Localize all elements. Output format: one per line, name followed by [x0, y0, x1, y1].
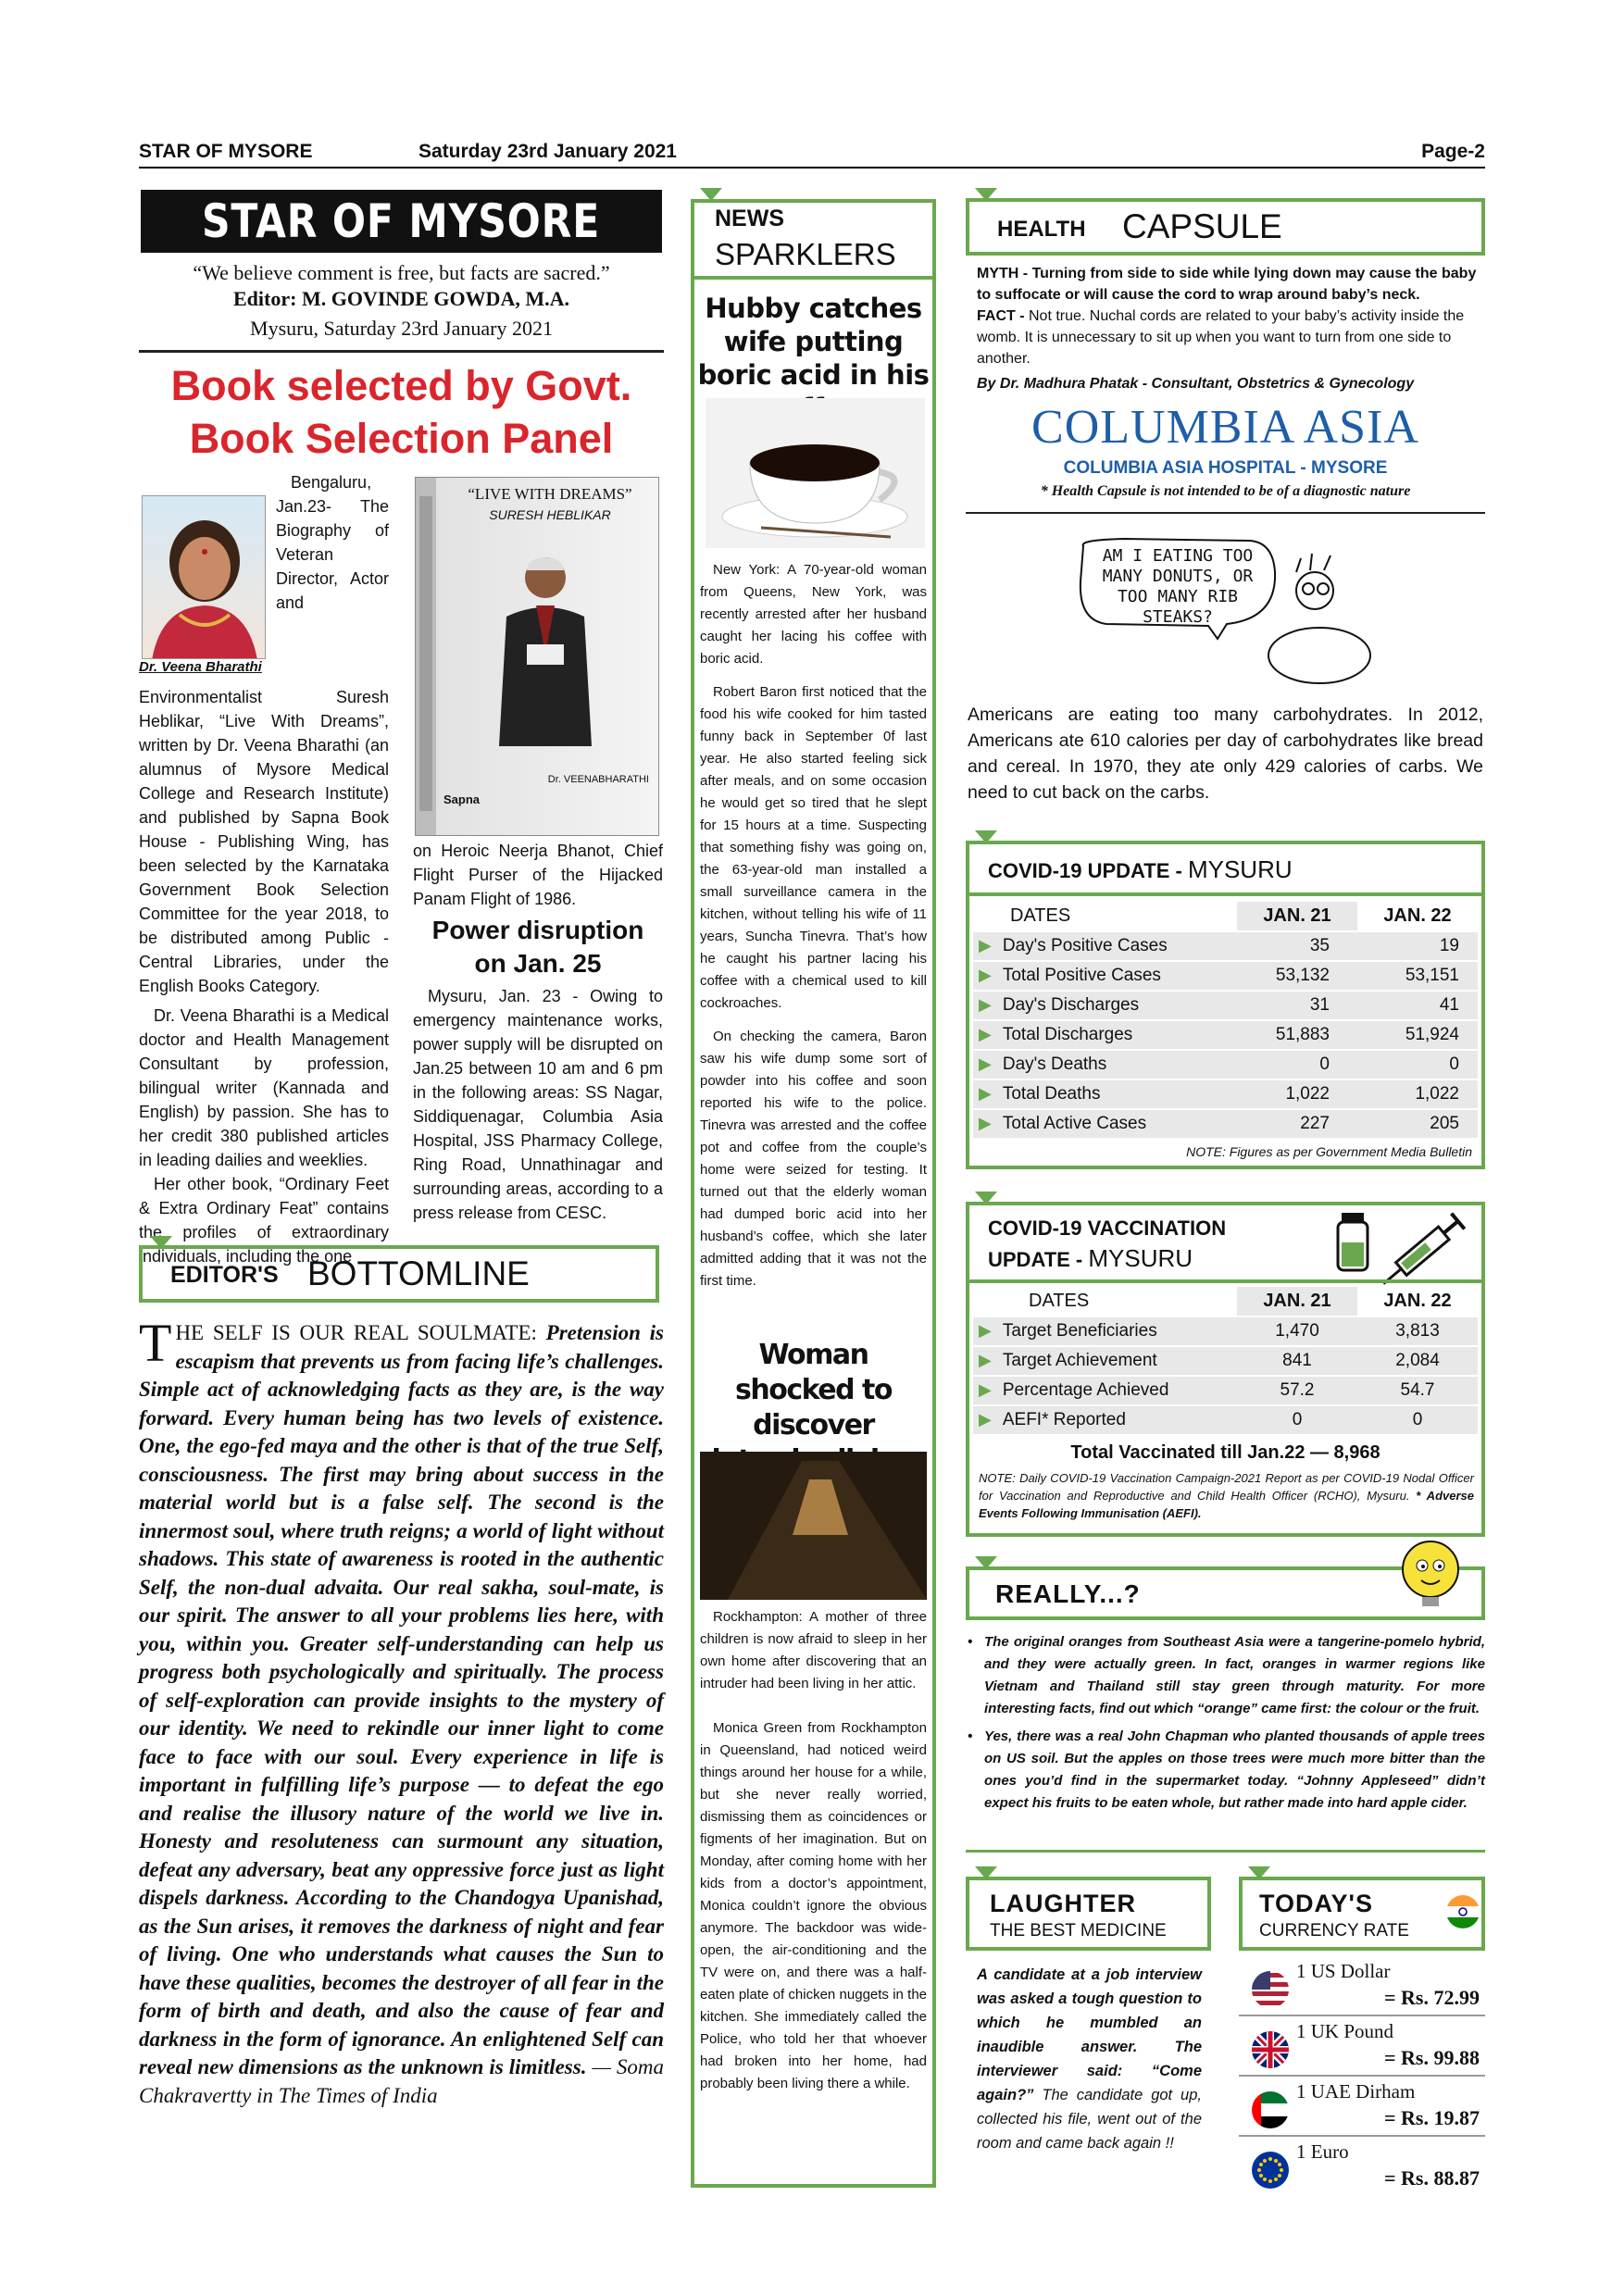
covid-row-a: 227 — [1237, 1109, 1357, 1139]
covid-row-label-text: Total Deaths — [1002, 1084, 1101, 1104]
covid-update-box — [966, 841, 1485, 1169]
currency-label-box — [1239, 1877, 1485, 1951]
story2-body — [700, 1606, 927, 2101]
story2-p2: Monica Green from Rockhampton in Queensland, had noticed weird things around her house for a while, but she never really worried, dismissing them as coincidences or figments of her imagination. But on Monday, after coming home with her kids from a doctor’s appointment, Monica couldn’t ignore the obvious anymore. The backdoor was wide-open, the air-conditioning and the TV were on, and there was a half-eaten plate of chicken nuggets in the kitchen. She immediately called the Police, who told her that whoever had broken into her home, had probably been living there a while. — [700, 1720, 927, 2091]
really-item-2 — [966, 1726, 1485, 1815]
covid-row-b: 1,022 — [1357, 1079, 1478, 1109]
vacc-row-a: 57.2 — [1237, 1376, 1357, 1405]
story2-headline: Woman shocked to discover — [735, 1339, 892, 1441]
currency-name: 1 UAE Dirham — [1296, 2080, 1416, 2103]
vacc-tab-marker — [975, 1192, 997, 1204]
book-col1-p1: Bengaluru, Jan.23- The Biography of Veteran Director, Actor and Environmentalist Suresh Heblikar, “Live With Dreams”, written by Dr. Veena Bharathi (an alumnus of Mysore Medical College and Research Institute) and published by Sapna Book House - Publishing Wing, has been selected by the Karnataka Government Book Selection Committee for the year 2018, to be distributed among Public - Central Libraries, under the English Books Category. — [139, 473, 389, 995]
masthead-rule — [139, 350, 664, 353]
covid-row — [973, 961, 1478, 991]
vacc-row-b: 54.7 — [1357, 1376, 1478, 1405]
vacc-row-label — [973, 1376, 1237, 1405]
myth-text: Turning from side to side while lying down may cause the baby to suffocate or will cause the cord to wrap around baby’s neck. — [977, 266, 1477, 303]
story1-body — [700, 559, 927, 1298]
covid-row-b: 53,151 — [1357, 961, 1478, 991]
coffee-cup-graphic — [706, 398, 925, 548]
masthead-editor: Editor: M. GOVINDE GOWDA, M.A. — [233, 287, 569, 310]
triangle-right-icon: ▶ — [979, 1025, 992, 1043]
vacc-row-b: 2,084 — [1357, 1346, 1478, 1376]
vacc-row-label — [973, 1346, 1237, 1376]
vacc-row-label-text: Percentage Achieved — [1002, 1380, 1169, 1400]
power-headline: Power disruption on Jan. 25 — [431, 916, 644, 978]
bottomline-tab-marker — [150, 1236, 172, 1249]
vacc-table — [973, 1287, 1478, 1436]
vacc-row — [973, 1376, 1478, 1405]
covid-col-dates: DATES — [973, 902, 1237, 931]
book-col2-p1: on Heroic Neerja Bhanot, Chief Flight Purser of the Hijacked Panam Flight of 1986. — [413, 842, 663, 908]
vacc-title-line1: COVID-19 VACCINATION — [988, 1217, 1227, 1240]
vacc-total: Total Vaccinated till Jan.22 — 8,968 — [1070, 1442, 1380, 1463]
eu-flag-icon — [1250, 2150, 1291, 2190]
vacc-row-a: 841 — [1237, 1346, 1357, 1376]
health-label-box — [966, 198, 1485, 256]
cover-spine-text — [419, 496, 432, 811]
covid-title-rule — [969, 892, 1481, 896]
vaccination-box — [966, 1202, 1485, 1537]
vacc-row-a: 1,470 — [1237, 1316, 1357, 1346]
covid-row-b: 51,924 — [1357, 1020, 1478, 1050]
laughter-subtitle: THE BEST MEDICINE — [990, 1921, 1167, 1940]
story1-headline: Hubby catches wife putting boric acid in his — [697, 293, 930, 391]
covid-row-b: 205 — [1357, 1109, 1478, 1139]
triangle-right-icon: ▶ — [979, 1410, 992, 1429]
currency-row — [1239, 2078, 1485, 2137]
vacc-table-body — [973, 1316, 1478, 1435]
really-title: REALLY...? — [995, 1579, 1141, 1608]
story2-p1: Rockhampton: A mother of three children is now afraid to sleep in her own home after discovering that an intruder had been living in her attic. — [700, 1609, 927, 1691]
currency-rate: = Rs. 72.99 — [1384, 1986, 1480, 2009]
vacc-note — [979, 1469, 1474, 1522]
bottomline-credit: — Soma Chakravertty in The Times of India — [139, 2055, 665, 2107]
covid-row-b: 19 — [1357, 931, 1478, 961]
cover-subtitle: SURESH HEBLIKAR — [489, 507, 611, 522]
uk-flag-icon — [1250, 2029, 1291, 2070]
uae-flag-icon — [1250, 2090, 1291, 2130]
book-col1-p2: Dr. Veena Bharathi is a Medical doctor and Health Management Consultant by profession, bilingual writer (Kannada and English) by passion. She has to her credit 380 published articles in leading dailies and weeklies. — [139, 1006, 389, 1169]
bottomline-drop-cap: T — [139, 1313, 172, 1373]
vacc-row — [973, 1316, 1478, 1346]
really-item-2-text: Yes, there was a real John Chapman who planted thousands of apple trees on US soil. But the apples on those trees were much more bitter than the ones you’d find in the supermarket today. “Johnny Appleseed” didn’t expect his fruits to be eaten whole, but rather made into hard apple cider. — [984, 1728, 1485, 1811]
vacc-table-header — [973, 1287, 1478, 1316]
currency-rate: = Rs. 88.87 — [1384, 2166, 1480, 2190]
bottomline-label-bold: EDITOR'S — [170, 1262, 279, 1288]
story1-p3: On checking the camera, Baron saw his wife dump some sort of powder into his coffee and soon reported his wife to the police. Tinevra was arrested and the coffee pot and coffee from the couple’s home were seized for testing. It turned out that the elderly woman had dumped boric acid into her husband’s coffee, which she later admitted adding that it was not the first time. — [700, 1029, 927, 1289]
covid-row-label-text: Total Positive Cases — [1002, 966, 1161, 985]
vacc-row-label — [973, 1316, 1237, 1346]
triangle-right-icon: ▶ — [979, 1351, 992, 1369]
laughter-tab-marker — [975, 1866, 997, 1879]
health-label-light: CAPSULE — [1122, 207, 1282, 245]
currency-rate: = Rs. 99.88 — [1384, 2046, 1480, 2069]
attic-photo — [700, 1452, 927, 1600]
vacc-row-b: 3,813 — [1357, 1316, 1478, 1346]
cover-author: Dr. VEENABHARATHI — [547, 774, 649, 785]
covid-row-label-text: Day's Positive Cases — [1002, 936, 1168, 955]
book-headline: Book selected by Govt. Book Selection Panel — [170, 362, 632, 462]
masthead-banner — [141, 190, 662, 253]
cartoon-bubble-text: AM I EATING TOO MANY DONUTS, OR TOO MANY RIB STEAKS? — [1102, 546, 1254, 627]
sparklers-label-bold: NEWS — [715, 206, 784, 231]
covid-row-a: 1,022 — [1237, 1079, 1357, 1109]
really-bottom-rule — [966, 1850, 1485, 1853]
vacc-col-dates: DATES — [973, 1287, 1237, 1316]
coffee-photo — [706, 398, 925, 548]
vacc-row — [973, 1346, 1478, 1376]
masthead-title: STAR OF MYSORE — [202, 194, 601, 248]
cover-publisher: Sapna — [443, 792, 481, 806]
bottomline-label-light: BOTTOMLINE — [307, 1254, 530, 1292]
vacc-row-b: 0 — [1357, 1405, 1478, 1435]
covid-row — [973, 991, 1478, 1020]
covid-col-b: JAN. 22 — [1357, 902, 1478, 931]
header-paper-name: STAR OF MYSORE — [139, 141, 313, 162]
currency-subtitle: CURRENCY RATE — [1259, 1921, 1409, 1940]
triangle-right-icon: ▶ — [979, 1084, 992, 1103]
currency-name: 1 US Dollar — [1296, 1960, 1391, 1982]
really-tab-marker — [975, 1556, 997, 1569]
currency-row — [1239, 1958, 1485, 2016]
vacc-title-line2 — [988, 1244, 1193, 1273]
currency-tab-marker — [1248, 1866, 1270, 1879]
covid-row-label — [973, 961, 1237, 991]
covid-row-label-text: Day's Deaths — [1002, 1054, 1107, 1074]
covid-row-label-text: Day's Discharges — [1002, 995, 1140, 1015]
bottomline-body — [139, 1313, 665, 2110]
columbia-hospital: COLUMBIA ASIA HOSPITAL - MYSORE — [1063, 458, 1388, 478]
vacc-row-label-text: Target Beneficiaries — [1002, 1321, 1157, 1341]
cartoon — [1069, 535, 1375, 693]
covid-title-bold: COVID-19 UPDATE - — [988, 859, 1182, 882]
vacc-col-a: JAN. 21 — [1237, 1287, 1357, 1316]
covid-row — [973, 1020, 1478, 1050]
covid-row-label — [973, 1079, 1237, 1109]
masthead-dateline: Mysuru, Saturday 23rd January 2021 — [250, 317, 553, 340]
bullet-icon: • — [968, 1634, 973, 1650]
triangle-right-icon: ▶ — [979, 966, 992, 984]
covid-row-a: 53,132 — [1237, 961, 1357, 991]
triangle-right-icon: ▶ — [979, 1321, 992, 1340]
cover-portrait — [490, 543, 601, 746]
vacc-row — [973, 1405, 1478, 1435]
bottomline-text: Pretension is escapism that prevents us from facing life’s challenges. Simple act of acknowledging facts as they are, is the way forward. Every human being has two levels of existence. One, the ego-fed maya and the other is that of the true Self, consciousness. The first may bring about success in the material world but is a false self. The second is the innermost soul, where truth reigns; a world of light without shadows. This state of awareness is rooted in the authentic Self, the non-dual advaita. Our real sakha, soul-mate, is our spirit. The answer to all your problems lies here, with you, within you. Greater self-understanding can help us progress both psychologically and spiritually. The process of self-exploration can provide insights to the mystery of our identity. We need to rekindle our inner light to come face to face with our soul. Every experience in life is important in fulfilling life’s purpose — to defeat the ego and realise the illusory nature of the world we live in. Honesty and resoluteness can surmount any situation, defeat any adversary, beat any oppressive force just as light dispels darkness. According to the Chandogya Upanishad, as the Sun arises, it removes the darkness of night and fear of living. One who understands what causes the Sun to have these qualities, becomes the destroyer of all fear in the form of birth and death, and also the cause of fear and darkness in the form of ignorance. An enlightened Self can reveal new dimensions as the unknown is limitless. — [139, 1321, 664, 2078]
book-cover — [415, 477, 659, 836]
covid-row-label — [973, 991, 1237, 1020]
laughter-title: LAUGHTER — [990, 1890, 1136, 1917]
covid-row-a: 51,883 — [1237, 1020, 1357, 1050]
really-item-1-text: The original oranges from Southeast Asia were a tangerine-pomelo hybrid, and they were actually green. In fact, oranges in warmer regions like Vietnam and Thailand still stay green through maturity. For more interesting facts, find out which “orange” came first: the colour or the fruit. — [984, 1634, 1485, 1716]
health-label-bold: HEALTH — [997, 217, 1086, 242]
header-page-number: Page-2 — [1421, 141, 1485, 162]
vacc-note-text: NOTE: Daily COVID-19 Vaccination Campaign-2021 Report as per COVID-19 Nodal Officer for Vaccination and Reproductive and Child Health Officer (RCHO), Mysuru. — [979, 1471, 1474, 1503]
laughter-joke — [977, 1963, 1202, 2155]
health-myth — [977, 263, 1481, 306]
attic-graphic — [700, 1452, 927, 1600]
covid-row-label-text: Total Discharges — [1002, 1025, 1133, 1044]
covid-title-light: MYSURU — [1187, 855, 1293, 883]
covid-table-header — [973, 902, 1478, 931]
photo-float-spacer — [139, 470, 269, 685]
covid-row-label — [973, 931, 1237, 961]
covid-note: NOTE: Figures as per Government Media Bulletin — [1186, 1144, 1472, 1159]
header-date: Saturday 23rd January 2021 — [418, 141, 677, 162]
vacc-row-label-text: AEFI* Reported — [1002, 1410, 1126, 1429]
covid-row-label-text: Total Active Cases — [1002, 1114, 1147, 1133]
laughter-joke-bold: A candidate at a job interview was asked a tough question to which he mumbled an inaudible answer. The interviewer said: “Come again?” — [977, 1966, 1202, 2103]
covid-row-label — [973, 1109, 1237, 1139]
covid-row-a: 31 — [1237, 991, 1357, 1020]
vacc-row-label-text: Target Achievement — [1002, 1351, 1157, 1370]
sparklers-rule — [691, 276, 936, 280]
masthead-motto: “We believe comment is free, but facts are sacred.” — [193, 261, 610, 284]
covid-table-body — [973, 931, 1478, 1139]
currency-rate: = Rs. 19.87 — [1384, 2106, 1480, 2129]
triangle-right-icon: ▶ — [979, 936, 992, 955]
covid-row — [973, 1050, 1478, 1079]
sparklers-tab-marker — [700, 188, 722, 201]
currency-row — [1239, 2018, 1485, 2077]
story1-p1: New York: A 70-year-old woman from Queens, New York, was recently arrested after her husband caught her lacing his coffee with boric acid. — [700, 562, 927, 667]
covid-row-label — [973, 1020, 1237, 1050]
vacc-title-rule — [969, 1279, 1481, 1283]
health-text — [977, 263, 1481, 394]
covid-row — [973, 931, 1478, 961]
power-body: Mysuru, Jan. 23 - Owing to emergency maintenance works, power supply will be disrupted on Jan.25 between 10 am and 6 pm in the following areas: SS Nagar, Siddiquenagar, Columbia Asia Hospital, JSS Pharmacy College, Ring Road, Unnathinagar and surrounding areas, according to a press release from CESC. — [413, 987, 663, 1222]
health-bottom-rule — [966, 512, 1485, 514]
fact-text: Not true. Nuchal cords are related to your baby’s activity inside the womb. It is unnecessary to sit up when you want to turn from one side to another. — [977, 308, 1465, 367]
health-fact — [977, 306, 1481, 369]
book-col1 — [139, 470, 389, 1274]
triangle-right-icon: ▶ — [979, 1054, 992, 1073]
really-item-1 — [966, 1631, 1485, 1720]
us-flag-icon — [1250, 1969, 1291, 2010]
covid-row — [973, 1079, 1478, 1109]
covid-title — [988, 855, 1293, 884]
bottomline-lead: HE SELF IS OUR REAL SOULMATE: — [175, 1321, 537, 1344]
covid-tab-marker — [975, 830, 997, 843]
covid-row-label — [973, 1050, 1237, 1079]
bullet-icon: • — [968, 1728, 973, 1744]
vacc-note-bold: * Adverse Events Following Immunisation (AEFI). — [979, 1489, 1474, 1520]
covid-row — [973, 1109, 1478, 1139]
myth-label: MYTH - — [977, 266, 1029, 281]
columbia-logo: COLUMBIA ASIA — [1031, 401, 1419, 454]
vacc-title-light: MYSURU — [1088, 1244, 1193, 1272]
currency-title: TODAY'S — [1259, 1890, 1373, 1917]
currency-name: 1 UK Pound — [1296, 2020, 1394, 2042]
sparklers-label-light: SPARKLERS — [715, 237, 896, 271]
health-disclaimer: * Health Capsule is not intended to be of a diagnostic nature — [1040, 483, 1411, 499]
currency-name: 1 Euro — [1296, 2140, 1349, 2163]
really-items — [966, 1631, 1485, 1815]
covid-row-b: 41 — [1357, 991, 1478, 1020]
triangle-right-icon: ▶ — [979, 1114, 992, 1132]
book-col1-p3: Her other book, “Ordinary Feet & Extra Ordinary Feat” contains the profiles of extraordinary individuals, including the one — [139, 1175, 389, 1266]
cartoon-caption: Americans are eating too many carbohydrates. In 2012, Americans ate 610 calories per day of carbohydrates like bread and cereal. In 1970, they ate only 429 calories of carbs. We need to cut back on the carbs. — [968, 705, 1483, 803]
covid-table — [973, 902, 1478, 1140]
health-tab-marker — [975, 188, 997, 201]
covid-col-a: JAN. 21 — [1237, 902, 1357, 931]
vaccine-syringe-icon — [1321, 1205, 1479, 1289]
vacc-row-a: 0 — [1237, 1405, 1357, 1435]
story1-p2: Robert Baron first noticed that the food his wife cooked for him tasted funny back in September 0f last year. He also started feeling sick after meals, and on some occasion he would get so tired that he slept for 15 hours at a time. Suspecting that something fishy was going on, the 63-year-old man installed a small surveillance camera in the kitchen, without telling his wife of 11 years, Suncha Tinevra. That’s how he caught his partner lacing his coffee with a chemical used to kill cockroaches. — [700, 684, 927, 1011]
triangle-right-icon: ▶ — [979, 995, 992, 1014]
bulb-mascot-icon — [1389, 1532, 1472, 1616]
covid-row-b: 0 — [1357, 1050, 1478, 1079]
fact-label: FACT - — [977, 308, 1025, 324]
vacc-col-b: JAN. 22 — [1357, 1287, 1478, 1316]
health-byline: By Dr. Madhura Phatak - Consultant, Obstetrics & Gynecology — [977, 376, 1415, 392]
currency-row — [1239, 2139, 1485, 2197]
vacc-title-bold: UPDATE - — [988, 1248, 1083, 1271]
cover-title: “LIVE WITH DREAMS” — [468, 485, 632, 503]
covid-row-a: 35 — [1237, 931, 1357, 961]
laughter-label-box — [966, 1877, 1211, 1951]
author-photo-caption: Dr. Veena Bharathi — [139, 659, 262, 675]
covid-row-a: 0 — [1237, 1050, 1357, 1079]
india-flag-icon — [1444, 1893, 1481, 1930]
bottomline-label-box — [139, 1245, 659, 1303]
triangle-right-icon: ▶ — [979, 1380, 992, 1399]
page-header — [139, 139, 1485, 168]
vacc-row-label — [973, 1405, 1237, 1435]
laughter-joke-rest: The candidate got up, collected his file, went out of the room and came back again !! — [977, 2087, 1202, 2152]
